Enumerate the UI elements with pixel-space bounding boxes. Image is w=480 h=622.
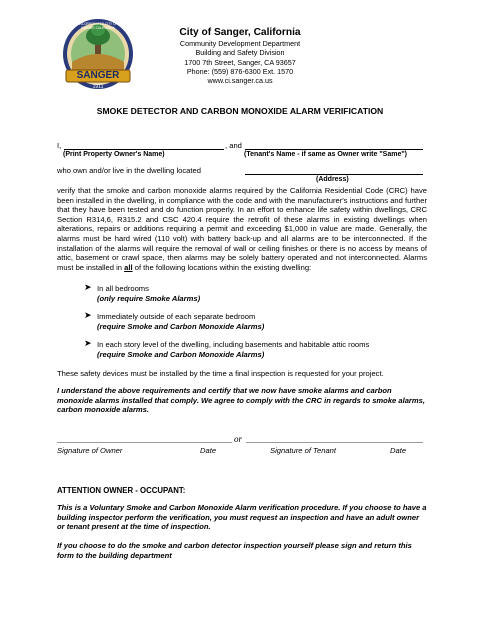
location-note: (require Smoke and Carbon Monoxide Alarms) bbox=[97, 321, 265, 331]
self-inspection-text: If you choose to do the smoke and carbon detector inspection yourself please sign and return this form to the building department bbox=[57, 541, 412, 560]
location-item bbox=[97, 340, 369, 359]
department: Community Development Department bbox=[179, 39, 301, 48]
owner-date-label: Date bbox=[200, 446, 217, 455]
verification-text: verify that the smoke and carbon monoxide alarms required by the California Residential Code (CRC) have been installed in the dwelling, in compliance with the code and with the manufacturer's instructions and further that they have been tested and do function properly. In an effort to enhance life safety within dwellings, CRC Section R314,6, R315.2 and CSC 420.4 require the retrofit of these alarms in existing dwellings when alterations, repairs or additions requiring a permit and exceeding $1,000 in value are made. Generally, the alarms must be hard wired (110 volt) with battery back-up and all alarms are to be interconnected. If the installation of the alarms will require the removal of wall or ceiling finishes or there is no access by means of attic, basement or crawl space, then alarms may be solely battery operated and not interconnected. Alarms must be installed in bbox=[57, 186, 427, 272]
website: www.ci.sanger.ca.us bbox=[207, 76, 273, 86]
seal-top-text: INCORPORATED CITY OF SANGER CALIFORNIA bbox=[78, 22, 118, 30]
location-main: In all bedrooms bbox=[97, 284, 149, 293]
location-note: (require Smoke and Carbon Monoxide Alarms) bbox=[97, 349, 265, 359]
owner-name-line[interactable] bbox=[64, 149, 224, 150]
division: Building and Safety Division bbox=[195, 48, 285, 58]
verification-tail: of the following locations within the existing dwelling: bbox=[134, 262, 312, 272]
tenant-name-label: (Tenant's Name - if same as Owner write "Same") bbox=[244, 151, 408, 158]
owner-name-label: (Print Property Owner's Name) bbox=[63, 151, 165, 158]
all-emphasis: all bbox=[124, 262, 133, 272]
location-note: (only require Smoke Alarms) bbox=[97, 293, 201, 303]
location-item bbox=[97, 312, 264, 331]
letterhead bbox=[165, 27, 315, 85]
owner-signature-label: Signature of Owner bbox=[57, 446, 123, 455]
installation-deadline-note: These safety devices must be installed by the time a final inspection is requested for your project. bbox=[57, 369, 384, 378]
who-own-text: who own and/or live in the dwelling located bbox=[57, 166, 201, 175]
phone: Phone: (559) 876-6300 Ext. 1570 bbox=[186, 66, 294, 76]
street-address: 1700 7th Street, Sanger, CA 93657 bbox=[184, 57, 296, 67]
certification-statement: I understand the above requirements and certify that we now have smoke alarms and carbon monoxide alarms installed that comply. We agree to comply with the CRC in regards to smoke alarms, carbon monoxide alarms. bbox=[57, 386, 425, 415]
voluntary-procedure-text: This is a Voluntary Smoke and Carbon Monoxide Alarm verification procedure. If you choose to have a building inspector perform the verification, you must request an inspection and have an adult owner or tenant present at the time of inspection. bbox=[57, 503, 427, 532]
location-main: Immediately outside of each separate bedroom bbox=[97, 312, 256, 321]
and-text: , and bbox=[225, 141, 242, 150]
or-text: or bbox=[234, 434, 243, 444]
tenant-name-line[interactable] bbox=[245, 149, 423, 150]
city-name: City of Sanger, California bbox=[179, 27, 301, 38]
tenant-signature-label: Signature of Tenant bbox=[270, 446, 337, 455]
verification-paragraph bbox=[57, 186, 427, 272]
address-line[interactable] bbox=[245, 174, 423, 175]
seal-year-text: 1911 bbox=[92, 84, 104, 90]
i-prefix: I, bbox=[57, 141, 62, 150]
city-seal-logo bbox=[60, 18, 136, 94]
tenant-signature-line[interactable] bbox=[246, 442, 423, 443]
address-label: (Address) bbox=[316, 176, 349, 183]
location-item bbox=[97, 284, 200, 303]
seal-banner-text: SANGER bbox=[76, 70, 120, 81]
bullet-arrow-icon: ➤ bbox=[84, 282, 92, 292]
location-main: In each story level of the dwelling, including basements and habitable attic rooms bbox=[97, 340, 370, 349]
attention-heading: ATTENTION OWNER - OCCUPANT: bbox=[57, 486, 186, 495]
bullet-arrow-icon: ➤ bbox=[84, 310, 92, 320]
form-title: SMOKE DETECTOR AND CARBON MONOXIDE ALARM VERIFICATION bbox=[96, 106, 384, 116]
tenant-date-label: Date bbox=[390, 446, 407, 455]
owner-signature-line[interactable] bbox=[57, 442, 232, 443]
bullet-arrow-icon: ➤ bbox=[84, 338, 92, 348]
